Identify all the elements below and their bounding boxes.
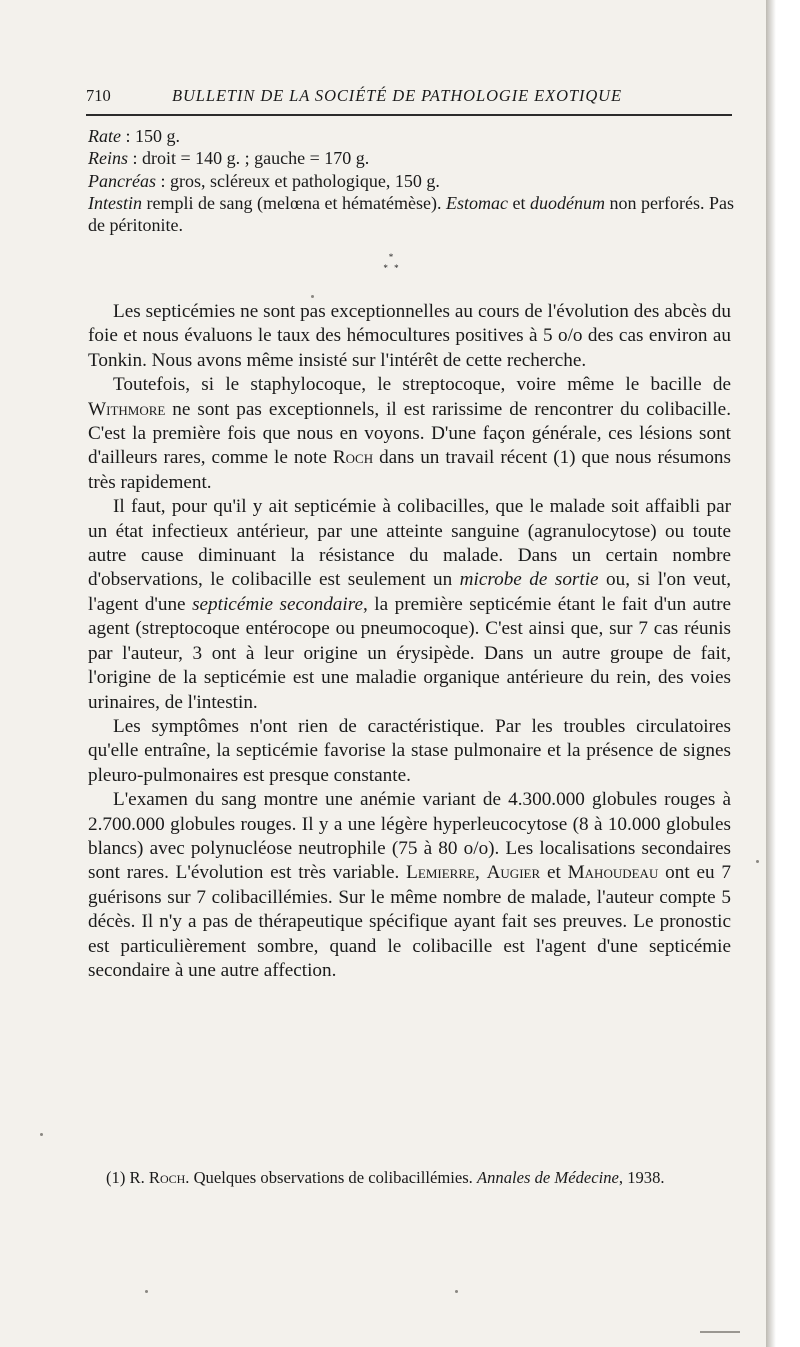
italic-term: microbe de sortie bbox=[459, 569, 599, 591]
organ-detail: : 150 g. bbox=[121, 126, 181, 146]
text-run: L'examen du sang montre une anémie variant de 4.300.000 globules rouges à 2.700.000 globules rouges. Il y a une légère hyperleucocytose (8 à 10.000 globules blancs) avec polynucléose neutrophile (75 à 80 o/o). Les localisations secondaires sont rares. L'évolution est très variable. bbox=[88, 789, 731, 884]
text-run: ou, si l'on veut, l'agent d'une bbox=[88, 569, 731, 615]
asterism-star: * bbox=[388, 252, 396, 262]
scan-speck bbox=[40, 1133, 43, 1136]
paragraph bbox=[88, 495, 731, 715]
page-edge-shadow bbox=[766, 0, 800, 1347]
organ-detail: : gros, scléreux et pathologique, 150 g. bbox=[155, 170, 440, 191]
running-head bbox=[86, 82, 731, 112]
organ-label: Intestin bbox=[88, 192, 142, 213]
author-name: Roch bbox=[148, 1168, 186, 1187]
scan-mark bbox=[700, 1331, 740, 1333]
organ-line-pancreas bbox=[88, 170, 734, 192]
paragraph bbox=[88, 373, 731, 495]
organ-line-intestin bbox=[88, 192, 734, 237]
organ-detail: : droit = 140 g. ; gauche = 170 g. bbox=[128, 148, 370, 169]
paragraph bbox=[88, 788, 731, 983]
paragraph: Les septicémies ne sont pas exceptionnelles au cours de l'évolution des abcès du foie et nous évaluons le taux des hémocultures positives à 5 o/o des cas environ au Tonkin. Nous avons même insisté sur l'intérêt de cette recherche. bbox=[88, 301, 731, 371]
footnote-marker: (1) R. bbox=[106, 1168, 149, 1187]
organ-detail: rempli de sang (melœna et hématémèse). bbox=[142, 192, 446, 213]
author-name: Withmore bbox=[88, 398, 166, 420]
text-run: , 1938. bbox=[618, 1168, 665, 1187]
text-run: . Quelques observations de colibacillémies. bbox=[185, 1168, 477, 1187]
author-name: Mahoudeau bbox=[567, 862, 659, 884]
text-run: Il faut, pour qu'il y ait septicémie à colibacilles, que le malade soit affaibli par un état infectieux antérieur, par une atteinte sanguine (agranulocytose) ou toute autre cause diminuant la résistance du malade. Dans un certain nombre d'observations, le colibacille est seulement un bbox=[88, 496, 731, 591]
text-run: ne sont pas exceptionnels, il est rarissime de rencontrer du colibacille. C'est la première fois que nous en voyons. D'une façon générale, ces lésions sont d'ailleurs rares, comme le note bbox=[88, 398, 731, 469]
footnote-text bbox=[88, 1168, 730, 1188]
section-asterism bbox=[378, 252, 406, 274]
text-run: et bbox=[540, 862, 568, 884]
autopsy-organ-list bbox=[88, 125, 734, 236]
italic-term: septicémie secondaire bbox=[192, 593, 363, 615]
author-name: Lemierre bbox=[406, 862, 475, 884]
organ-line-rate bbox=[88, 125, 734, 147]
scan-speck bbox=[145, 1290, 148, 1293]
journal-title: BULLETIN DE LA SOCIÉTÉ DE PATHOLOGIE EXOTIQUE bbox=[172, 86, 622, 105]
text-run: , la première septicémie étant le fait d'un autre agent (streptocoque entérocope ou pneumocoque). C'est ainsi que, sur 7 cas réunis par l'auteur, 3 ont à leur origine un érysipède. Dans un autre groupe de fait, l'origine de la septicémie est une maladie organique antérieure du rein, des voies urinaires, de l'intestin. bbox=[88, 593, 731, 713]
organ-label: Reins bbox=[88, 148, 128, 169]
text-run: Toutefois, si le staphylocoque, le streptocoque, voire même le bacille de bbox=[113, 374, 731, 396]
organ-line-reins bbox=[88, 147, 734, 169]
paragraph: Les symptômes n'ont rien de caractéristique. Par les troubles circulatoires qu'elle entraîne, la septicémie favorise la stase pulmonaire et la présence de signes pleuro-pulmonaires est presque constante. bbox=[88, 715, 731, 786]
organ-label: Estomac bbox=[445, 192, 508, 213]
page-number: 710 bbox=[86, 86, 111, 105]
organ-label: Rate bbox=[88, 126, 121, 146]
text-run: ont eu 7 guérisons sur 7 colibacillémies. Sur le même nombre de malade, l'auteur compte 5 décès. Il n'y a pas de thérapeutique spécifique ayant fait ses preuves. Le pronostic est particulièrement sombre, quand le colibacille est l'agent d'une septicémie secondaire à une autre affection. bbox=[88, 862, 731, 981]
article-body bbox=[88, 300, 731, 983]
text-run: , bbox=[474, 862, 487, 884]
asterism-stars: * * bbox=[383, 263, 401, 273]
journal-name: Annales de Médecine bbox=[476, 1168, 619, 1187]
scan-speck bbox=[311, 295, 314, 298]
organ-detail: et bbox=[507, 192, 530, 213]
author-name: Augier bbox=[486, 862, 541, 884]
scan-speck bbox=[455, 1290, 458, 1293]
organ-label: duodénum bbox=[529, 192, 605, 213]
footnote bbox=[88, 1168, 730, 1188]
organ-label: Pancréas bbox=[88, 170, 156, 191]
author-name: Roch bbox=[332, 447, 374, 469]
header-rule bbox=[86, 114, 732, 116]
text-run: dans un travail récent (1) que nous résumons très rapidement. bbox=[88, 447, 731, 493]
organ-detail: non perforés. Pas de péritonite. bbox=[88, 192, 734, 236]
scan-speck bbox=[756, 860, 759, 863]
